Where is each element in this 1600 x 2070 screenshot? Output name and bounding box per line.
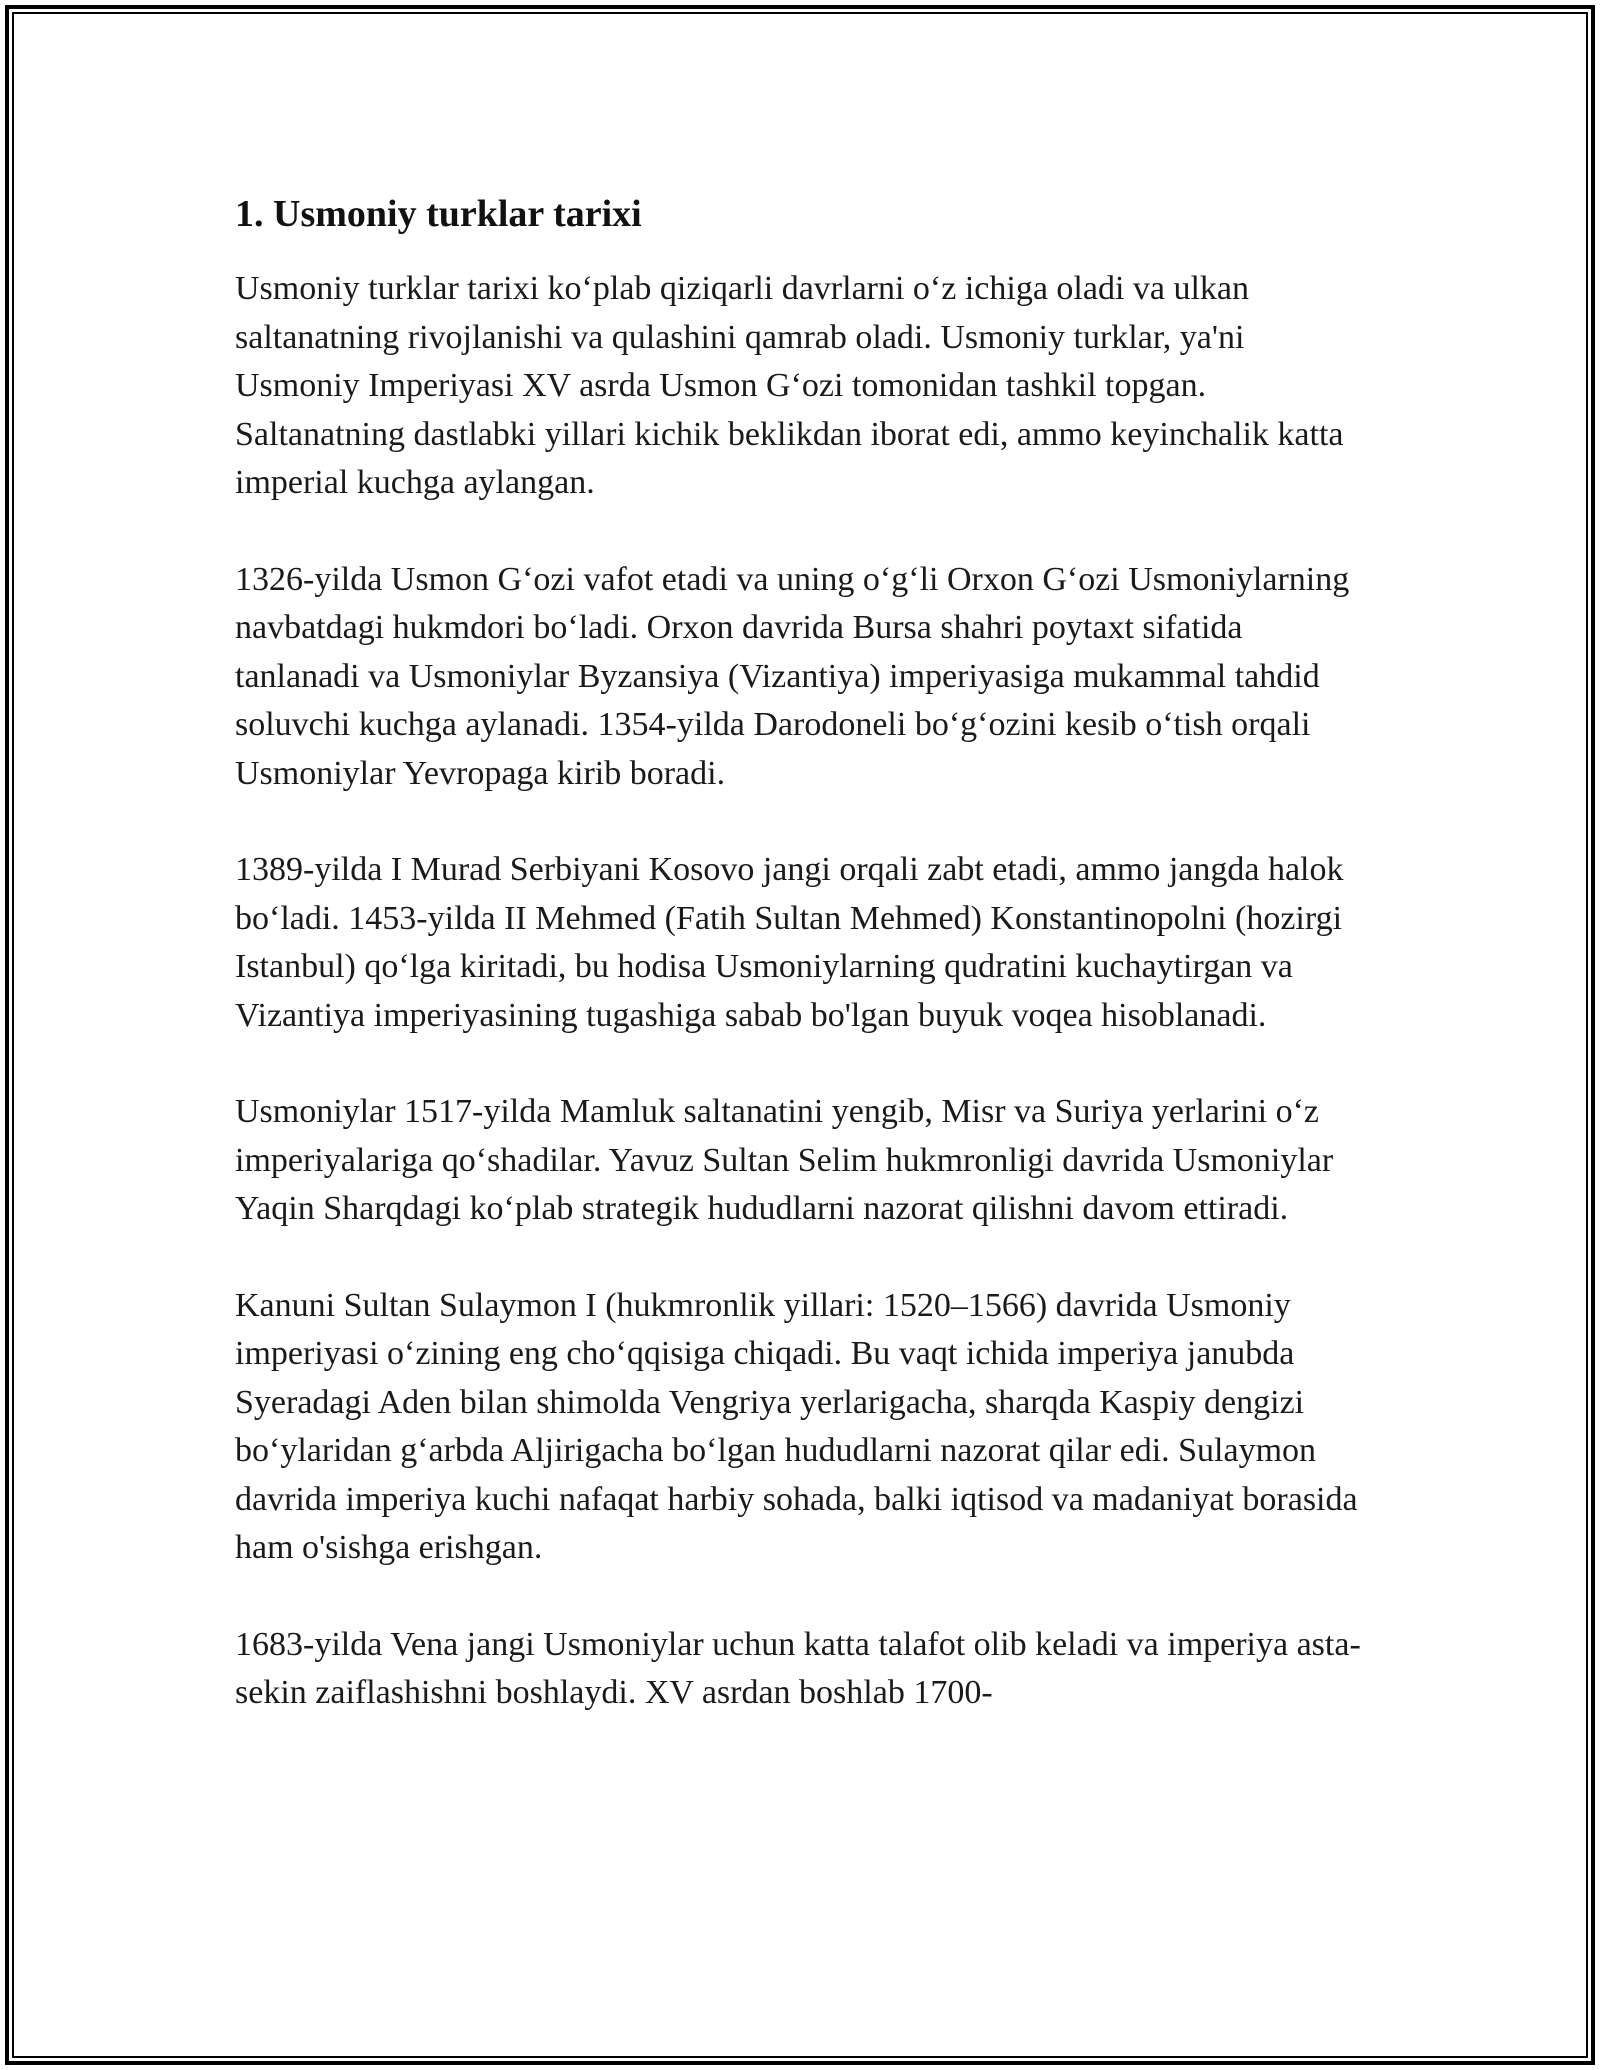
paragraph-1517: Usmoniylar 1517-yilda Mamluk saltanatini yengib, Misr va Suriya yerlarini o‘z imperiyalariga qo‘shadilar. Yavuz Sultan Selim hukmronligi davrida Usmoniylar Yaqin Sharqdagi ko‘plab strategik hududlarni nazorat qilishni davom ettiradi. bbox=[235, 1093, 1334, 1227]
document-body bbox=[235, 185, 1365, 1718]
paragraph-suleiman: Kanuni Sultan Sulaymon I (hukmronlik yillari: 1520–1566) davrida Usmoniy imperiyasi o‘zining eng cho‘qqisiga chiqadi. Bu vaqt ichida imperiya janubda Syeradagi Aden bilan shimolda Vengriya yerlarigacha, sharqda Kaspiy dengizi bo‘ylaridan g‘arbda Aljirigacha bo‘lgan hududlarni nazorat qilar edi. Sulaymon davrida imperiya kuchi nafaqat harbiy sohada, balki iqtisod va madaniyat borasida ham o'sishga erishgan. bbox=[235, 1286, 1358, 1566]
paragraph-intro: Usmoniy turklar tarixi ko‘plab qiziqarli davrlarni o‘z ichiga oladi va ulkan saltanatning rivojlanishi va qulashini qamrab oladi. Usmoniy turklar, ya'ni Usmoniy Imperiyasi XV asrda Usmon G‘ozi tomonidan tashkil topgan. Saltanatning dastlabki yillari kichik beklikdan iborat edi, ammo keyinchalik katta imperial kuchga aylangan. bbox=[235, 270, 1344, 501]
paragraph-1326: 1326-yilda Usmon G‘ozi vafot etadi va uning o‘g‘li Orxon G‘ozi Usmoniylarning navbatdagi hukmdori bo‘ladi. Orxon davrida Bursa shahri poytaxt sifatida tanlanadi va Usmoniylar Byzansiya (Vizantiya) imperiyasiga mukammal tahdid soluvchi kuchga aylanadi. 1354-yilda Darodoneli bo‘g‘ozini kesib o‘tish orqali Usmoniylar Yevropaga kirib boradi. bbox=[235, 560, 1350, 792]
paragraph-1389: 1389-yilda I Murad Serbiyani Kosovo jangi orqali zabt etadi, ammo jangda halok bo‘ladi. 1453-yilda II Mehmed (Fatih Sultan Mehmed) Konstantinopolni (hozirgi Istanbul) qo‘lga kiritadi, bu hodisa Usmoniylarning qudratini kuchaytirgan va Vizantiya imperiyasining tugashiga sabab bo'lgan buyuk voqea hisoblanadi. bbox=[235, 851, 1344, 1034]
section-heading: 1. Usmoniy turklar tarixi bbox=[235, 193, 642, 235]
paragraph-1683: 1683-yilda Vena jangi Usmoniylar uchun katta talafot olib keladi va imperiya asta-sekin zaiflashishni boshlaydi. XV asrdan boshlab 1700- bbox=[235, 1625, 1361, 1711]
